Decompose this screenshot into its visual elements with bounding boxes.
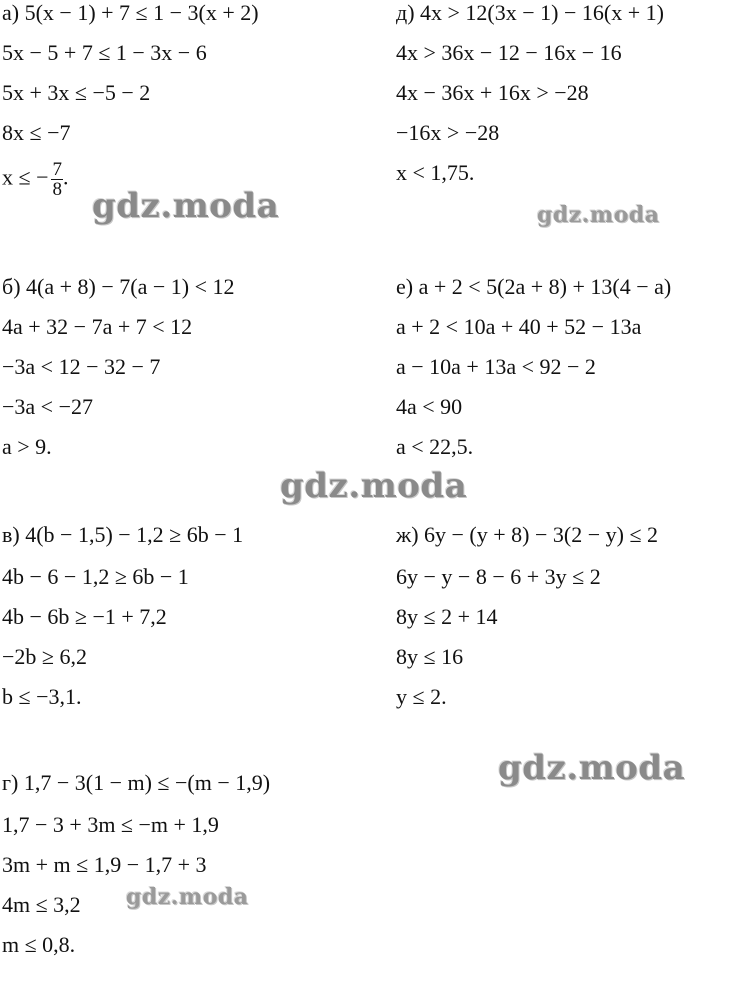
problem-b-step-2: −3a < 12 − 32 − 7 (2, 354, 161, 379)
problem-e-step-4: a < 22,5. (396, 434, 474, 459)
problem-b-step-3: −3a < −27 (2, 394, 93, 419)
problem-zh-step-2: 8y ≤ 2 + 14 (396, 604, 498, 629)
problem-v-step-2: 4b − 6b ≥ −1 + 7,2 (2, 604, 167, 629)
fraction (51, 160, 63, 199)
problem-zh-step-3: 8y ≤ 16 (396, 644, 464, 669)
problem-d-step-3: −16x > −28 (396, 120, 500, 145)
problem-e-step-2: a − 10a + 13a < 92 − 2 (396, 354, 596, 379)
fraction-numerator: 7 (52, 159, 62, 180)
problem-d-step-4: x < 1,75. (396, 160, 475, 185)
problem-e-step-3: 4a < 90 (396, 394, 463, 419)
problem-v-header: в) 4(b − 1,5) − 1,2 ≥ 6b − 1 (2, 522, 244, 547)
answer-prefix: x ≤ − (2, 164, 49, 190)
problem-e-header: е) a + 2 < 5(2a + 8) + 13(4 − a) (396, 274, 672, 299)
problem-g-step-3: 4m ≤ 3,2 (2, 892, 81, 917)
answer-suffix: . (62, 164, 69, 190)
watermark: gdz.moda (126, 884, 249, 910)
problem-zh-step-1: 6y − y − 8 − 6 + 3y ≤ 2 (396, 564, 601, 589)
problem-zh-header: ж) 6y − (y + 8) − 3(2 − y) ≤ 2 (396, 522, 659, 547)
fraction-denominator: 8 (52, 179, 62, 200)
problem-d-step-2: 4x − 36x + 16x > −28 (396, 80, 589, 105)
problem-d-step-1: 4x > 36x − 12 − 16x − 16 (396, 40, 622, 65)
problem-g-header: г) 1,7 − 3(1 − m) ≤ −(m − 1,9) (2, 770, 271, 795)
problem-v-step-4: b ≤ −3,1. (2, 684, 82, 709)
watermark: gdz.moda (537, 202, 660, 228)
problem-g-step-2: 3m + m ≤ 1,9 − 1,7 + 3 (2, 852, 207, 877)
watermark: gdz.moda (280, 466, 468, 506)
problem-e-step-1: a + 2 < 10a + 40 + 52 − 13a (396, 314, 642, 339)
problem-a-step-3: 8x ≤ −7 (2, 120, 71, 145)
problem-b-step-1: 4a + 32 − 7a + 7 < 12 (2, 314, 193, 339)
problem-a-header: а) 5(x − 1) + 7 ≤ 1 − 3(x + 2) (2, 0, 259, 25)
problem-zh-step-4: y ≤ 2. (396, 684, 447, 709)
problem-a-answer (2, 160, 68, 199)
problem-g-step-1: 1,7 − 3 + 3m ≤ −m + 1,9 (2, 812, 219, 837)
problem-b-header: б) 4(a + 8) − 7(a − 1) < 12 (2, 274, 235, 299)
problem-a-step-1: 5x − 5 + 7 ≤ 1 − 3x − 6 (2, 40, 207, 65)
problem-v-step-1: 4b − 6 − 1,2 ≥ 6b − 1 (2, 564, 189, 589)
problem-b-step-4: a > 9. (2, 434, 52, 459)
problem-d-header: д) 4x > 12(3x − 1) − 16(x + 1) (396, 0, 664, 25)
watermark: gdz.moda (498, 748, 686, 788)
watermark: gdz.moda (92, 186, 280, 226)
problem-a-step-2: 5x + 3x ≤ −5 − 2 (2, 80, 151, 105)
problem-v-step-3: −2b ≥ 6,2 (2, 644, 87, 669)
problem-g-step-4: m ≤ 0,8. (2, 932, 76, 957)
